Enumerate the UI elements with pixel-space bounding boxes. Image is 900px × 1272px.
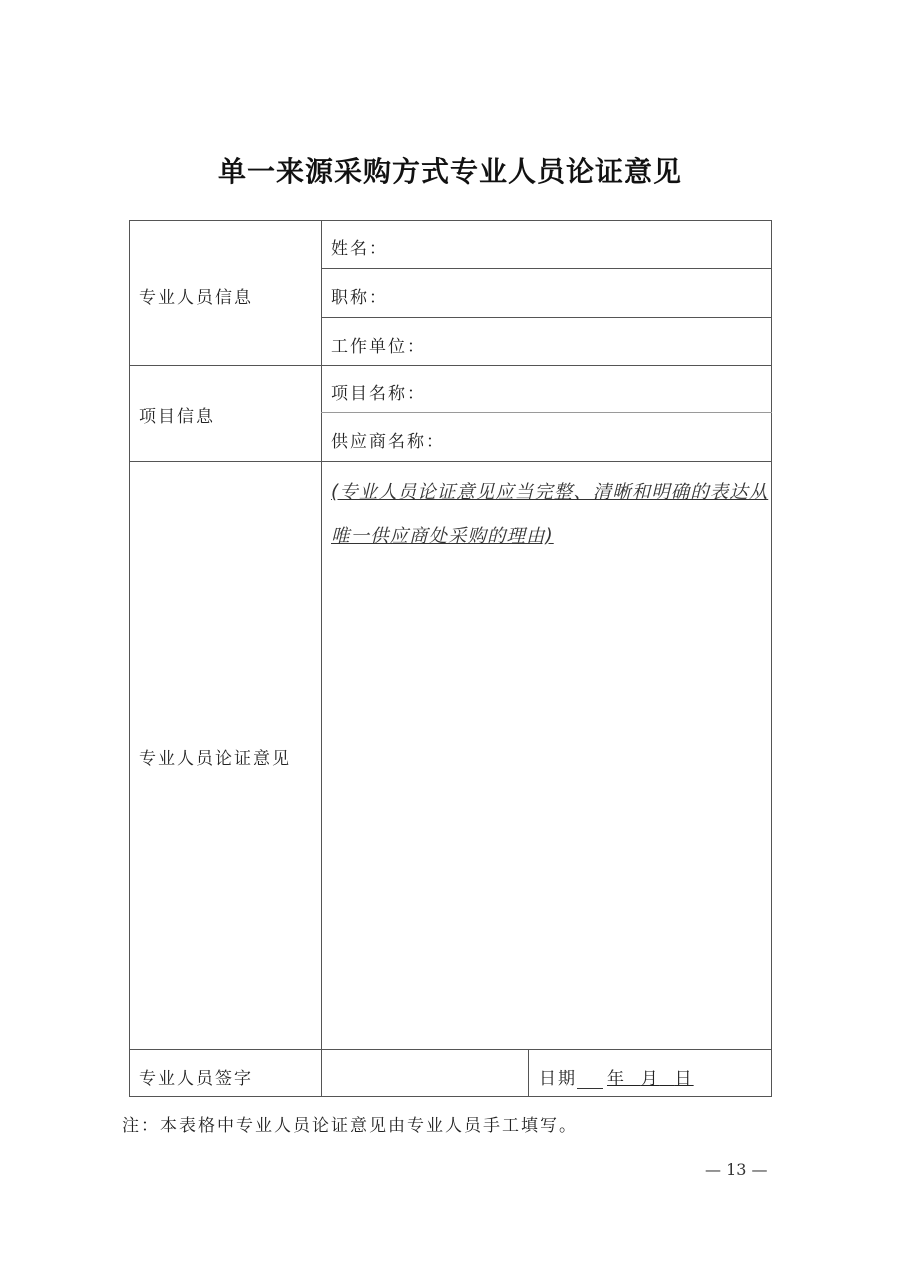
row-divider bbox=[321, 268, 772, 269]
signature-label: 专业人员签字 bbox=[139, 1069, 253, 1089]
date-column-divider bbox=[528, 1049, 529, 1096]
day-label: 日 bbox=[674, 1069, 694, 1089]
section-divider bbox=[130, 365, 772, 366]
footnote: 注：本表格中专业人员论证意见由专业人员手工填写。 bbox=[122, 1116, 578, 1136]
date-label: 日期 bbox=[539, 1069, 577, 1089]
document-title: 单一来源采购方式专业人员论证意见 bbox=[217, 155, 682, 188]
date-field[interactable] bbox=[539, 1064, 694, 1089]
row-divider bbox=[321, 412, 772, 413]
month-label: 月 bbox=[640, 1069, 660, 1089]
employer-field[interactable]: 工作单位： bbox=[331, 337, 426, 357]
supplier-name-field[interactable]: 供应商名称： bbox=[331, 432, 445, 452]
opinion-label: 专业人员论证意见 bbox=[139, 749, 291, 769]
opinion-writing-area[interactable] bbox=[322, 462, 772, 1049]
project-info-label: 项目信息 bbox=[139, 407, 215, 427]
expert-info-label: 专业人员信息 bbox=[139, 288, 253, 308]
name-field[interactable]: 姓名： bbox=[331, 239, 388, 259]
opinion-instruction: (专业人员论证意见应当完整、清晰和明确的表达从唯一供应商处采购的理由) bbox=[331, 482, 769, 547]
year-blank bbox=[577, 1070, 603, 1089]
project-name-field[interactable]: 项目名称： bbox=[331, 384, 426, 404]
year-label: 年 bbox=[607, 1069, 626, 1089]
signature-field[interactable] bbox=[322, 1050, 528, 1096]
row-divider bbox=[321, 317, 772, 318]
opinion-form bbox=[129, 220, 772, 1097]
page-number: — 13 — bbox=[705, 1160, 768, 1179]
title-field[interactable]: 职称： bbox=[331, 288, 388, 308]
